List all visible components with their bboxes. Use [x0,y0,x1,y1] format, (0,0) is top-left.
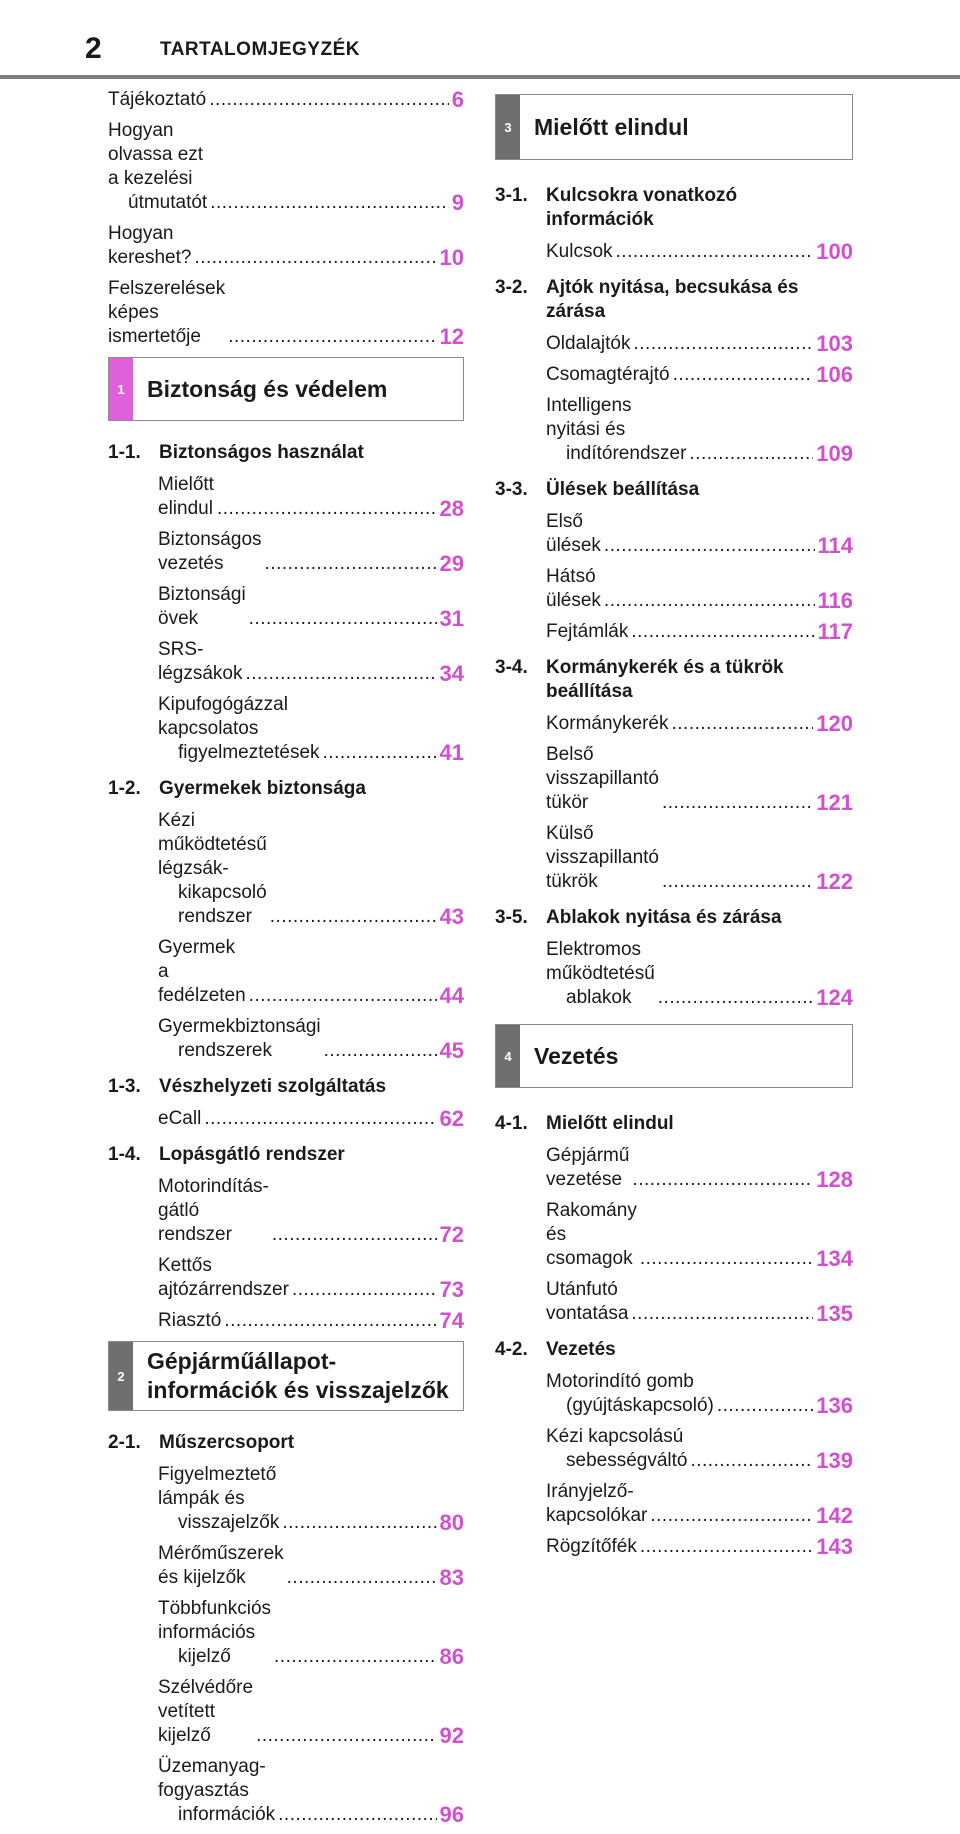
toc-entry[interactable]: Fejtámlák ..... 117 [546,620,853,644]
toc-entry[interactable]: Csomagtérajtó ..... 106 [546,363,853,387]
toc-entry[interactable]: Mielőtt elindul ..... 28 [158,473,464,521]
page-link[interactable]: 109 [816,441,853,466]
page-link[interactable]: 139 [816,1448,853,1473]
page-link[interactable]: 41 [439,740,464,765]
subsection-heading: 3-3. Ülések beállítása [495,479,700,500]
toc-entry[interactable]: SRS-légzsákok ..... 34 [158,638,464,686]
toc-entry[interactable]: Kettős ajtózárrendszer ..... 73 [158,1254,464,1302]
toc-entry[interactable]: Motorindító gomb (gyújtáskapcsoló) ..... 136 [546,1370,853,1418]
toc-entry[interactable]: Kézi kapcsolású sebességváltó ..... 139 [546,1425,853,1473]
section-title: Mielőtt elindul [534,113,689,140]
toc-entry[interactable]: Felszerelések képes ismertetője ..... 12 [108,277,464,349]
page-link[interactable]: 6 [451,87,464,112]
page-link[interactable]: 86 [439,1644,464,1669]
page-link[interactable]: 134 [816,1246,853,1271]
toc-entry[interactable]: Motorindítás-gátló rendszer ..... 72 [158,1175,464,1247]
page-link[interactable]: 128 [816,1167,853,1192]
toc-entry[interactable]: Hogyan olvassa ezt a kezelési útmutatót ..... 9 [108,119,464,215]
toc-entry[interactable]: Elektromos működtetésű ablakok ..... 124 [546,938,853,1010]
page-link[interactable]: 122 [816,869,853,894]
section-1-header[interactable] [108,357,464,421]
page-link[interactable]: 135 [816,1301,853,1326]
toc-entry[interactable]: Irányjelző-kapcsolókar ..... 142 [546,1480,853,1528]
subsection-heading: 1-3. Vészhelyzeti szolgáltatás [108,1076,387,1097]
subsection-heading: 4-2. Vezetés [495,1339,616,1360]
page-link[interactable]: 73 [439,1277,464,1302]
subsection-heading: 4-1. Mielőtt elindul [495,1113,674,1134]
subsection-heading: 1-1. Biztonságos használat [108,442,364,463]
page-link[interactable]: 31 [439,606,464,631]
toc-entry[interactable]: Gépjármű vezetése ..... 128 [546,1144,853,1192]
toc-entry[interactable]: Első ülések ..... 114 [546,510,853,558]
toc-entry[interactable]: Intelligens nyitási és indítórendszer ..... 109 [546,394,853,466]
toc-entry[interactable]: Riasztó ..... 74 [158,1309,464,1333]
page-link[interactable]: 29 [439,551,464,576]
page-link[interactable]: 116 [817,588,853,613]
page-link[interactable]: 43 [439,904,464,929]
page-link[interactable]: 120 [816,711,853,736]
section-title: Gépjárműállapot- információk és visszajelzők [147,1348,449,1403]
toc-entry[interactable]: Kulcsok ..... 100 [546,240,853,264]
page-link[interactable]: 34 [439,661,464,686]
subsection-heading: 1-4. Lopásgátló rendszer [108,1144,345,1165]
left-column [108,88,464,1834]
toc-entry[interactable]: Gyermekbiztonsági rendszerek ..... 45 [158,1015,464,1063]
page-link[interactable]: 72 [439,1222,464,1247]
right-column [495,94,853,1566]
section-tab: 4 [496,1025,520,1087]
toc-entry[interactable]: Biztonsági övek ..... 31 [158,583,464,631]
section-title: Vezetés [534,1042,619,1069]
header-divider [0,75,960,79]
section-4-header[interactable] [495,1024,853,1088]
subsection-heading: 3-1. Kulcsokra vonatkozó információk [495,185,738,230]
page-link[interactable]: 45 [439,1038,464,1063]
page-link[interactable]: 83 [439,1565,464,1590]
toc-entry[interactable]: Rögzítőfék ..... 143 [546,1535,853,1559]
page-link[interactable]: 121 [816,790,853,815]
section-tab: 3 [496,95,520,159]
page-number: 2 [85,32,102,65]
toc-entry[interactable]: Utánfutó vontatása ..... 135 [546,1278,853,1326]
toc-entry[interactable]: Üzemanyag-fogyasztás információk ..... 96 [158,1755,464,1827]
subsection-heading: 3-4. Kormánykerék és a tükrök beállítása [495,657,784,702]
page-link[interactable]: 44 [439,983,464,1008]
toc-entry[interactable]: Hátsó ülések ..... 116 [546,565,853,613]
toc-entry[interactable]: Rakomány és csomagok ..... 134 [546,1199,853,1271]
page-title: TARTALOMJEGYZÉK [160,39,360,60]
subsection-heading: 1-2. Gyermekek biztonsága [108,778,366,799]
toc-entry[interactable]: Hogyan kereshet? ..... 10 [108,222,464,270]
section-title: Biztonság és védelem [147,375,388,402]
page-link[interactable]: 62 [439,1106,464,1131]
toc-entry[interactable]: Kormánykerék ..... 120 [546,712,853,736]
page-link[interactable]: 96 [439,1802,464,1827]
toc-entry[interactable]: Biztonságos vezetés ..... 29 [158,528,464,576]
toc-entry[interactable]: Többfunkciós információs kijelző ..... 86 [158,1597,464,1669]
page-link[interactable]: 124 [816,985,853,1010]
toc-entry[interactable]: Oldalajtók ..... 103 [546,332,853,356]
page-link[interactable]: 143 [816,1534,853,1559]
subsection-heading: 3-5. Ablakok nyitása és zárása [495,907,782,928]
page-link[interactable]: 136 [816,1393,853,1418]
page-link[interactable]: 103 [816,331,853,356]
page-link[interactable]: 28 [439,496,464,521]
toc-entry[interactable]: Szélvédőre vetített kijelző ..... 92 [158,1676,464,1748]
page-link[interactable]: 12 [439,324,464,349]
section-tab: 2 [109,1342,133,1410]
toc-entry[interactable]: Belső visszapillantó tükör ..... 121 [546,743,853,815]
toc-entry[interactable]: eCall ..... 62 [158,1107,464,1131]
page-link[interactable]: 142 [816,1503,853,1528]
page-link[interactable]: 117 [817,619,853,644]
subsection-heading: 2-1. Műszercsoport [108,1432,295,1453]
page-link[interactable]: 114 [817,533,853,558]
section-tab: 1 [109,358,133,420]
page-link[interactable]: 100 [816,239,853,264]
toc-entry[interactable]: Kipufogógázzal kapcsolatos figyelmeztetések ..... 41 [158,693,464,765]
toc-entry[interactable]: Mérőműszerek és kijelzők ..... 83 [158,1542,464,1590]
toc-entry[interactable]: Külső visszapillantó tükrök ..... 122 [546,822,853,894]
page-link[interactable]: 74 [439,1308,464,1333]
page-link[interactable]: 106 [816,362,853,387]
page-link[interactable]: 10 [439,245,464,270]
subsection-heading: 3-2. Ajtók nyitása, becsukása és zárása [495,277,799,322]
page-link[interactable]: 80 [439,1510,464,1535]
toc-entry[interactable]: Gyermek a fedélzeten ..... 44 [158,936,464,1008]
section-3-header[interactable] [495,94,853,160]
toc-entry[interactable]: Figyelmeztető lámpák és visszajelzők ..... 80 [158,1463,464,1535]
page-header [0,0,960,82]
page-link[interactable]: 9 [451,190,464,215]
page-link[interactable]: 92 [439,1723,464,1748]
toc-entry[interactable]: Tájékoztató ..... 6 [108,88,464,112]
toc-entry[interactable]: Kézi működtetésű légzsák- kikapcsoló rendszer ..... 43 [158,809,464,929]
